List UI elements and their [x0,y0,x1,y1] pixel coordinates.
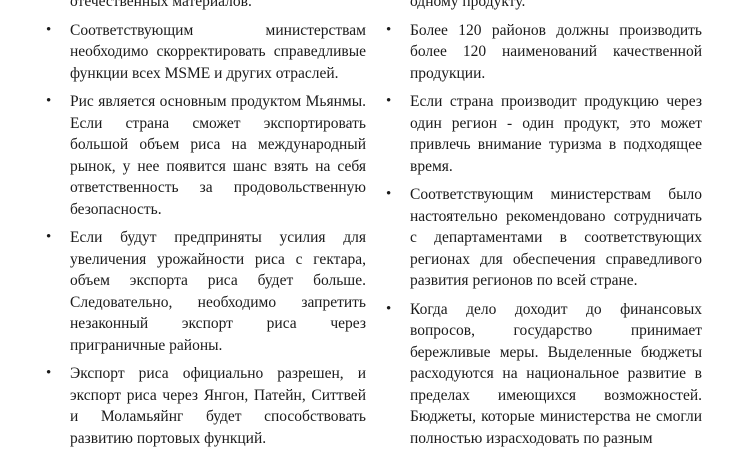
list-item [380,299,702,450]
list-item-text: Экспорт риса официально разрешен, и экспорт риса через Янгон, Патейн, Ситтвей и Моламьяйнг будет способствовать развитию портовых функций. [70,365,366,447]
bullet-icon: • [386,93,392,109]
bullet-icon: • [46,365,52,381]
right-column [380,0,702,456]
list-item [40,363,366,449]
list-item-text: Более 120 районов должны производить более 120 наименований качественной продукции. [410,21,702,82]
bullet-icon: • [46,21,52,38]
continued-text: одному продукту. [410,0,526,10]
list-item-text: Соответствующим министерствам было настоятельно рекомендовано сотрудничать с департаментами в соответствующих регионах для обеспечения справедливого развития регионов по всей стране. [410,186,702,289]
bullet-icon: • [46,229,52,245]
list-item-text: Если будут предприняты усилия для увеличения урожайности риса с гектара, объем экспорта риса будет больше. Следовательно, необходимо запретить незаконный экспорт риса через приграничные районы. [70,229,366,354]
list-item [380,91,702,177]
list-item [40,227,366,356]
list-item-text: Соответствующим министерствам необходимо скорректировать справедливые функции всех MSME и других отраслей. [70,21,366,82]
left-column [40,0,366,456]
bullet-icon: • [46,93,52,109]
bullet-icon: • [386,186,392,202]
list-item-text: Рис является основным продуктом Мьянмы. Если страна сможет экспортировать большой объем риса на международный рынок, у нее появится шанс взять на себя ответственность за продовольственную безопасность. [70,93,366,218]
continued-text: отечественных материалов. [70,0,252,10]
list-item [40,91,366,220]
list-item-text: Если страна производит продукцию через один регион - один продукт, это может привлечь внимание туризма в подходящее время. [410,93,702,175]
bullet-icon: • [386,300,392,317]
list-item-text: Когда дело доходит до финансовых вопросов, государство принимает бережливые меры. Выделенные бюджеты расходуются на национальное развитие в пределах имеющихся возможностей. Бюджеты, которые министерства не смогли полностью израсходовать по разным [410,300,702,447]
bullet-icon: • [386,21,392,38]
list-item [40,20,366,85]
list-item [380,20,702,85]
list-item [380,184,702,292]
